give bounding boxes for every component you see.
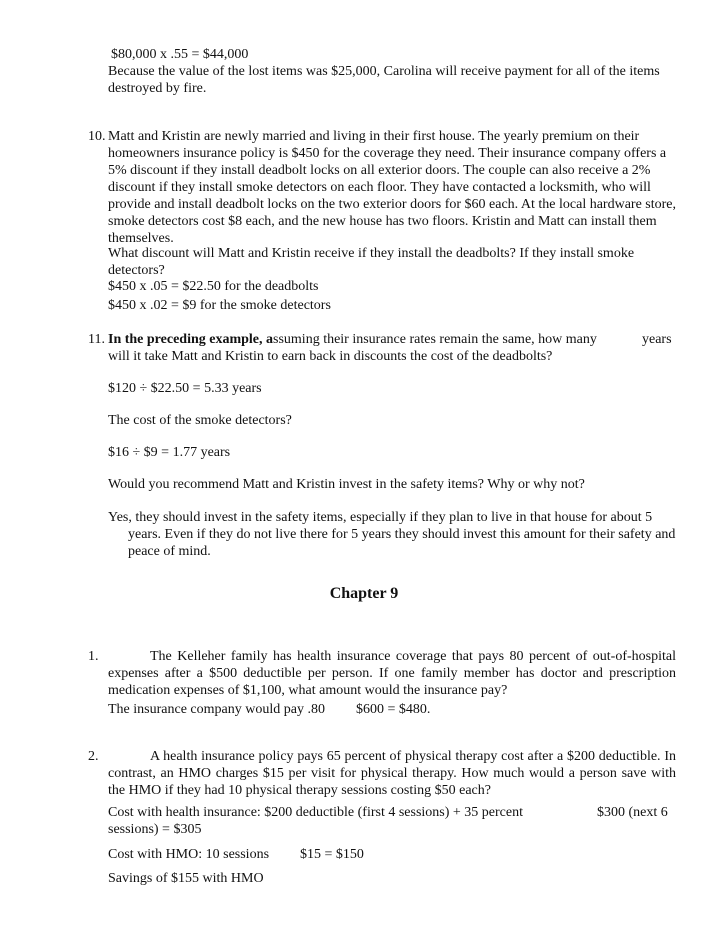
c9q1-answer-a: The insurance company would pay .80 [108, 702, 325, 717]
c9q2-cost-insurance: Cost with health insurance: $200 deductible (first 4 sessions) + 35 percent [108, 805, 523, 820]
c9q1-number: 1. [88, 649, 99, 664]
q11-calc-smoke: $16 ÷ $9 = 1.77 years [108, 445, 231, 460]
chapter-title: Chapter 9 [329, 585, 399, 602]
c9q2-cost-insurance-b-2: sessions) = $305 [108, 822, 202, 837]
q11-line2: will it take Matt and Kristin to earn back in discounts the cost of the deadbolts? [108, 349, 553, 364]
q11-number: 11. [88, 332, 105, 347]
c9q1-text: The Kelleher family has health insurance coverage that pays 80 percent of out-of-hospital expenses after a $500 deductible per person. If one family member has doctor and prescription medication expenses of $1,100, what amount would the insurance pay? [108, 649, 676, 698]
q10-question: What discount will Matt and Kristin receive if they install the deadbolts? If they install smoke detectors? [108, 246, 635, 278]
q11-bold-lead: In the preceding example, a [108, 332, 274, 347]
q10-text: Matt and Kristin are newly married and living in their first house. The yearly premium on their homeowners insurance policy is $450 for the coverage they need. Their insurance company offers a 5% discount if they install deadbolt locks on all exterior doors. The couple can also receive a 2% discount if they install smoke detectors on each floor. They have contacted a locksmith, who will provide and install deadbolt locks on the two exterior doors for $60 each. At the local hardware store, smoke detectors cost $8 each, and the new house has two floors. Kristin and Matt can install them themselves. [108, 129, 676, 246]
q11-answer: Yes, they should invest in the safety items, especially if they plan to live in that house for about 5 years. Even if they do not live there for 5 years they should invest this amount for their safety and peace of mind. [108, 510, 676, 559]
c9q1-answer-b: $600 = $480. [356, 702, 431, 717]
c9q2-text: A health insurance policy pays 65 percent of physical therapy cost after a $200 deductible. In contrast, an HMO charges $15 per visit for physical therapy. How much would a person save with the HMO if they had 10 physical therapy sessions costing $50 each? [108, 749, 676, 798]
top-calc: $80,000 x .55 = $44,000 [111, 47, 249, 62]
q11-lead-rest: ssuming their insurance rates remain the same, how many [273, 332, 597, 347]
q11-calc-deadbolts: $120 ÷ $22.50 = 5.33 years [108, 381, 262, 396]
q11-line1 [108, 331, 676, 348]
q11-question-smoke: The cost of the smoke detectors? [108, 413, 292, 428]
c9q2-number: 2. [88, 749, 99, 764]
c9q2-savings: Savings of $155 with HMO [108, 871, 264, 886]
q10-number: 10. [88, 129, 106, 144]
top-conclusion: Because the value of the lost items was $25,000, Carolina will receive payment for all of the items destroyed by fire. [108, 64, 660, 96]
q11-question-recommend: Would you recommend Matt and Kristin invest in the safety items? Why or why not? [108, 477, 585, 492]
q10-answer-deadbolts: $450 x .05 = $22.50 for the deadbolts [108, 279, 319, 294]
q11-years: years [642, 332, 672, 347]
q10-answer-smoke: $450 x .02 = $9 for the smoke detectors [108, 298, 331, 313]
c9q2-cost-hmo-b: $15 = $150 [300, 847, 364, 862]
c9q2-cost-hmo: Cost with HMO: 10 sessions [108, 847, 270, 862]
c9q2-cost-insurance-b-1: $300 (next 6 [597, 805, 668, 820]
